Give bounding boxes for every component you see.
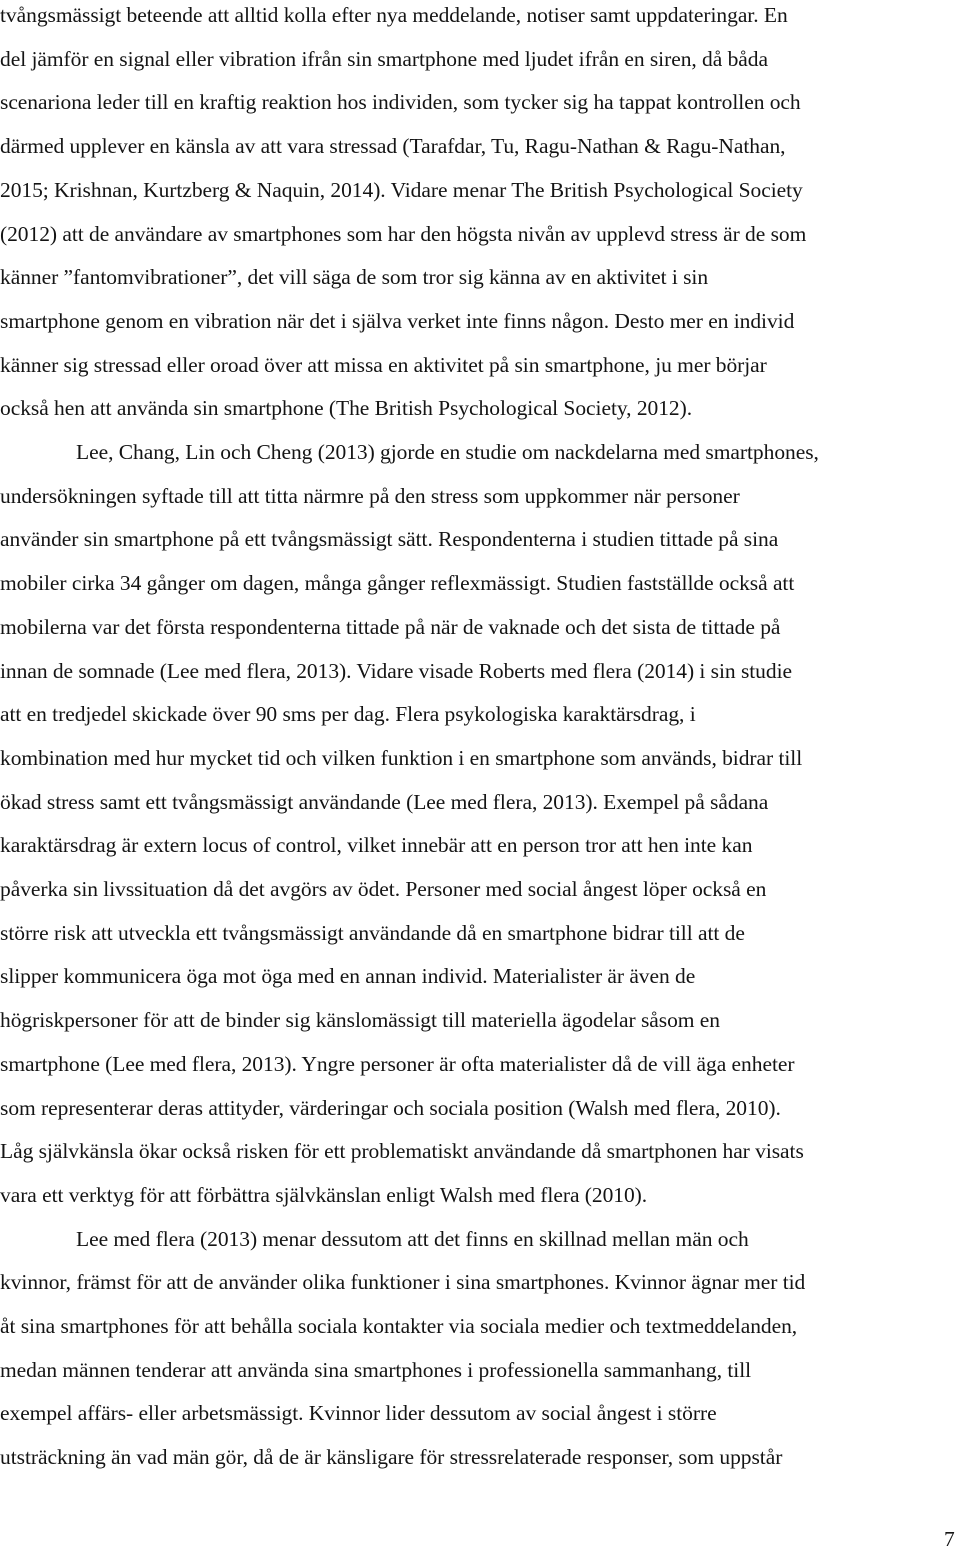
text-line: karaktärsdrag är extern locus of control, vilket innebär att en person tror att hen inte kan [0,833,753,858]
page-number: 7 [944,1527,955,1551]
text-line: scenariona leder till en kraftig reaktion hos individen, som tycker sig ha tappat kontrollen och [0,90,801,115]
text-line: medan männen tenderar att använda sina smartphones i professionella sammanhang, till [0,1357,752,1382]
text-line: mobilerna var det första respondenterna tittade på när de vaknade och det sista de tittade på [0,614,781,639]
text-line: som representerar deras attityder, värderingar och sociala position (Walsh med flera, 2010). [0,1095,781,1120]
text-line: större risk att utveckla ett tvångsmässigt användande då en smartphone bidrar till att de [0,920,745,945]
paragraph-first-line: Lee med flera (2013) menar dessutom att det finns en skillnad mellan män och [76,1226,749,1251]
text-line: vara ett verktyg för att förbättra självkänslan enligt Walsh med flera (2010). [0,1182,648,1207]
text-line: kombination med hur mycket tid och vilken funktion i en smartphone som används, bidrar till [0,745,803,770]
text-line: Låg självkänsla ökar också risken för ett problematiskt användande då smartphonen har visats [0,1139,804,1164]
text-line: tvångsmässigt beteende att alltid kolla efter nya meddelande, notiser samt uppdateringar. En [0,3,788,27]
text-line: 2015; Krishnan, Kurtzberg & Naquin, 2014). Vidare menar The British Psychological Society [0,177,803,202]
text-line: att en tredjedel skickade över 90 sms per dag. Flera psykologiska karaktärsdrag, i [0,702,696,727]
text-line: utsträckning än vad män gör, då de är känsligare för stressrelaterade responser, som uppstår [0,1445,783,1470]
paragraph-first-line: Lee, Chang, Lin och Cheng (2013) gjorde en studie om nackdelarna med smartphones, [76,440,819,464]
text-line: innan de somnade (Lee med flera, 2013). Vidare visade Roberts med flera (2014) i sin studie [0,658,793,683]
text-line: mobiler cirka 34 gånger om dagen, många gånger reflexmässigt. Studien fastställde också att [0,571,795,596]
text-line: påverka sin livssituation då det avgörs av ödet. Personer med social ångest löper också en [0,877,767,901]
text-line: smartphone genom en vibration när det i själva verket inte finns någon. Desto mer en individ [0,308,795,333]
text-line: ökad stress samt ett tvångsmässigt användande (Lee med flera, 2013). Exempel på sådana [0,789,769,814]
text-line: undersökningen syftade till att titta närmre på den stress som uppkommer när personer [0,483,740,508]
text-line: slipper kommunicera öga mot öga med en annan individ. Materialister är även de [0,964,696,989]
text-line: exempel affärs- eller arbetsmässigt. Kvinnor lider dessutom av social ångest i större [0,1401,717,1426]
text-line: också hen att använda sin smartphone (The British Psychological Society, 2012). [0,396,693,421]
text-line: åt sina smartphones för att behålla sociala kontakter via sociala medier och textmeddelanden, [0,1314,798,1338]
text-line: använder sin smartphone på ett tvångsmässigt sätt. Respondenterna i studien tittade på sina [0,527,779,552]
text-line: därmed upplever en känsla av att vara stressad (Tarafdar, Tu, Ragu-Nathan & Ragu-Nathan, [0,134,786,159]
text-line: smartphone (Lee med flera, 2013). Yngre personer är ofta materialister då de vill äga enheter [0,1051,795,1076]
text-line: känner ”fantomvibrationer”, det vill säga de som tror sig känna av en aktivitet i sin [0,265,709,290]
text-line: kvinnor, främst för att de använder olika funktioner i sina smartphones. Kvinnor ägnar mer tid [0,1270,806,1295]
text-line: känner sig stressad eller oroad över att missa en aktivitet på sin smartphone, ju mer börjar [0,352,767,377]
text-line: (2012) att de användare av smartphones som har den högsta nivån av upplevd stress är de som [0,221,807,246]
text-line: del jämför en signal eller vibration ifrån sin smartphone med ljudet ifrån en siren, då båda [0,46,768,71]
text-line: högriskpersoner för att de binder sig känslomässigt till materiella ägodelar såsom en [0,1008,720,1033]
